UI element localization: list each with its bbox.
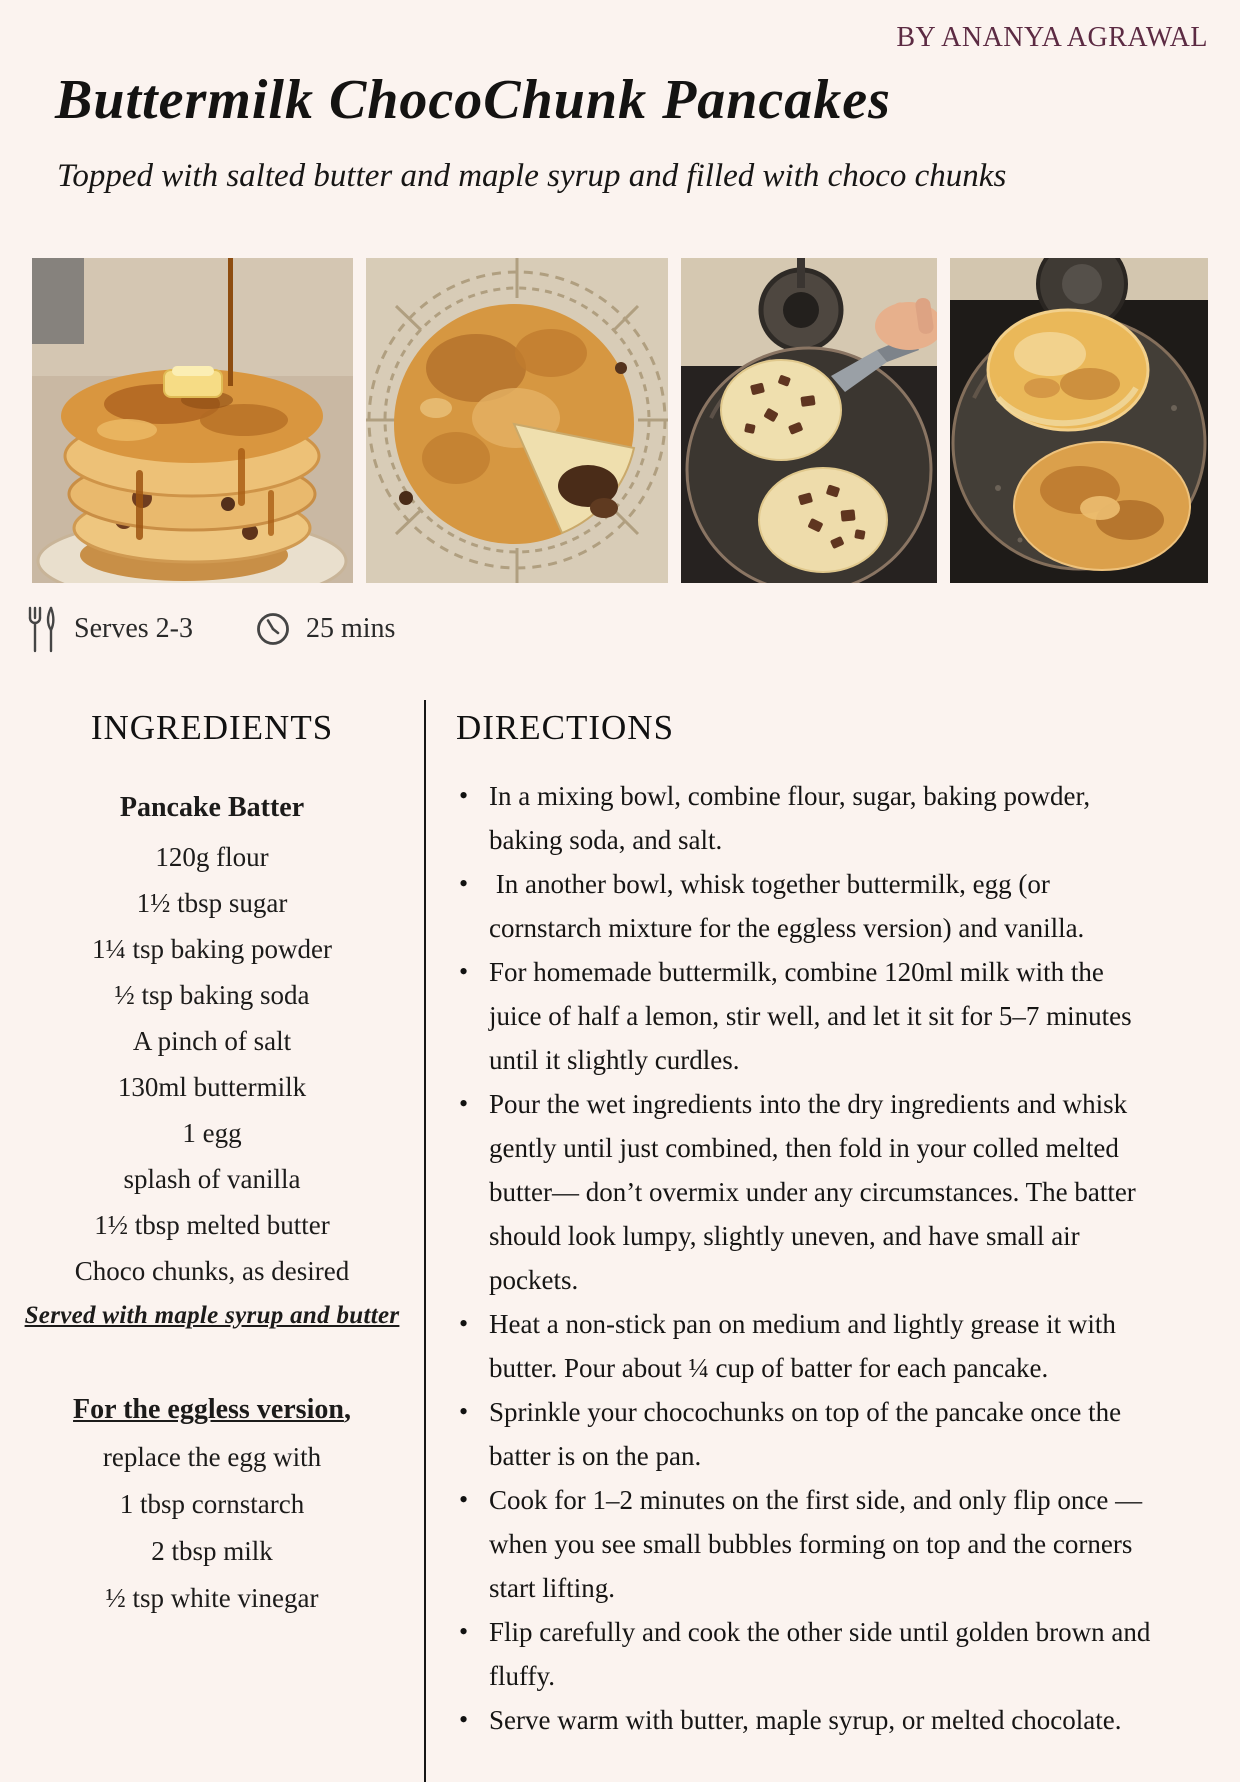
ingredient-item: A pinch of salt — [132, 1026, 292, 1056]
direction-step: • Heat a non-stick pan on medium and lightly grease it with butter. Pour about ¼ cup of batter for each pancake. — [456, 1302, 1158, 1390]
eggless-item: replace the egg with — [102, 1442, 322, 1472]
cutlery-icon — [25, 604, 59, 654]
content-columns — [0, 700, 1240, 1782]
ingredient-item: 1½ tbsp melted butter — [94, 1210, 330, 1240]
photo-golden-pancakes-in-pan — [950, 258, 1208, 583]
ingredient-item: 120g flour — [155, 842, 269, 872]
direction-step: • Serve warm with butter, maple syrup, or melted chocolate. — [456, 1698, 1158, 1742]
photo-pancake-cut-open — [366, 258, 668, 583]
time-meta — [255, 611, 395, 647]
ingredient-item: 1¼ tsp baking powder — [92, 934, 332, 964]
ingredient-item: 1½ tbsp sugar — [136, 888, 288, 918]
photo-strip — [32, 258, 1208, 583]
directions-list — [456, 774, 1158, 1742]
page-title: Buttermilk ChocoChunk Pancakes — [55, 69, 891, 131]
serve-note: Served with maple syrup and butter — [24, 1302, 400, 1329]
recipe-meta — [25, 604, 395, 654]
ingredient-item: 1 egg — [182, 1118, 242, 1148]
byline: BY ANANYA AGRAWAL — [896, 22, 1208, 53]
direction-step: • For homemade buttermilk, combine 120ml milk with the juice of half a lemon, stir well, and let it sit for 5–7 minutes until it slightly curdles. — [456, 950, 1158, 1082]
directions-heading: DIRECTIONS — [456, 708, 675, 747]
page-subtitle: Topped with salted butter and maple syrup and filled with choco chunks — [57, 158, 1007, 194]
eggless-subheading: For the eggless version, — [73, 1394, 351, 1425]
serves-meta — [25, 604, 193, 654]
batter-subheading: Pancake Batter — [119, 792, 305, 823]
ingredient-list — [10, 834, 414, 1294]
eggless-item: 1 tbsp cornstarch — [119, 1489, 305, 1519]
directions-column — [424, 700, 1240, 1782]
direction-step: • In a mixing bowl, combine flour, sugar, baking powder, baking soda, and salt. — [456, 774, 1158, 862]
serves-label: Serves 2-3 — [74, 613, 193, 644]
clock-icon — [255, 611, 291, 647]
eggless-item: ½ tsp white vinegar — [105, 1583, 319, 1613]
ingredient-item: 130ml buttermilk — [117, 1072, 307, 1102]
ingredient-item: Choco chunks, as desired — [74, 1256, 350, 1286]
eggless-item: 2 tbsp milk — [151, 1536, 273, 1566]
ingredient-item: splash of vanilla — [123, 1164, 301, 1194]
ingredients-column — [0, 700, 424, 1782]
direction-step: • Pour the wet ingredients into the dry ingredients and whisk gently until just combined, then fold in your colled melted butter— don’t overmix under any circumstances. The batter should look lumpy, slightly uneven, and have small air pockets. — [456, 1082, 1158, 1302]
direction-step: • In another bowl, whisk together buttermilk, egg (or cornstarch mixture for the eggless version) and vanilla. — [456, 862, 1158, 950]
ingredients-heading: INGREDIENTS — [90, 708, 334, 747]
direction-step: • Sprinkle your chocochunks on top of the pancake once the batter is on the pan. — [456, 1390, 1158, 1478]
direction-step: • Cook for 1–2 minutes on the first side, and only flip once — when you see small bubbles forming on top and the corners start lifting. — [456, 1478, 1158, 1610]
time-label: 25 mins — [305, 613, 396, 644]
photo-pancake-stack — [32, 258, 353, 583]
direction-step: • Flip carefully and cook the other side until golden brown and fluffy. — [456, 1610, 1158, 1698]
eggless-list — [10, 1434, 414, 1622]
ingredient-item: ½ tsp baking soda — [114, 980, 310, 1010]
photo-batter-in-pan — [681, 258, 937, 583]
